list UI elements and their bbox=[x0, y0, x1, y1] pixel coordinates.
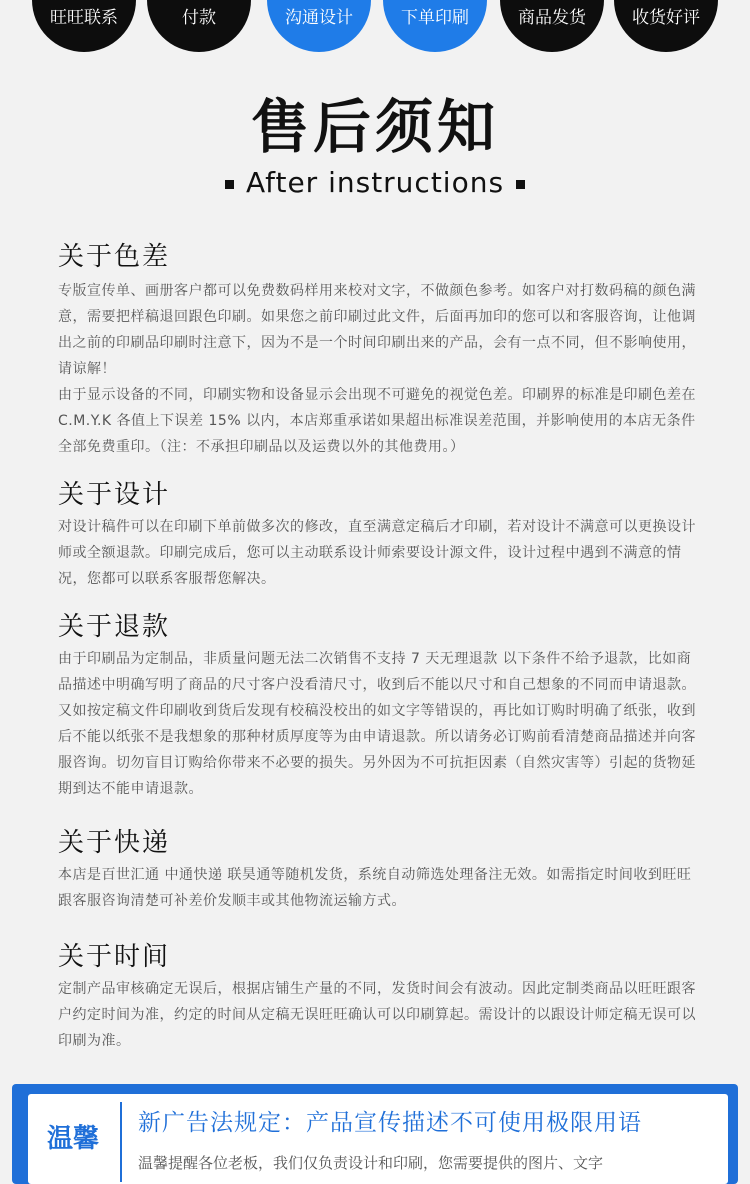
section-title: 关于快递 bbox=[58, 828, 171, 858]
section-title: 关于设计 bbox=[58, 480, 171, 510]
step-label: 收货好评 bbox=[632, 8, 700, 28]
step-wangwang-contact bbox=[32, 0, 136, 52]
step-print-order bbox=[383, 0, 487, 52]
notice-banner bbox=[12, 1084, 738, 1184]
section-design bbox=[58, 478, 698, 592]
step-label: 商品发货 bbox=[518, 8, 586, 28]
step-shipping bbox=[500, 0, 604, 52]
step-payment bbox=[147, 0, 251, 52]
section-color-difference bbox=[58, 240, 698, 460]
section-title: 关于色差 bbox=[58, 242, 171, 272]
section-paragraph: 定制产品审核确定无误后，根据店铺生产量的不同，发货时间会有波动。因此定制类商品以旺旺跟客户约定时间为准，约定的时间从定稿无误旺旺确认可以印刷算起。需设计的以跟设计师定稿无误可以印刷为准。 bbox=[58, 981, 696, 1049]
notice-divider bbox=[120, 1102, 122, 1182]
section-delivery bbox=[58, 826, 698, 914]
square-bullet-icon bbox=[516, 180, 525, 189]
page-title: 售后须知 bbox=[250, 93, 499, 161]
step-label: 沟通设计 bbox=[285, 8, 353, 28]
section-paragraph: 由于显示设备的不同，印刷实物和设备显示会出现不可避免的视觉色差。印刷界的标准是印刷色差在 C.M.Y.K 各值上下误差 15% 以内，本店郑重承诺如果超出标准误差范围，并影响使用的本店无条件全部免费重印。（注：不承担印刷品以及运费以外的其他费用。） bbox=[58, 387, 696, 455]
step-label: 付款 bbox=[182, 8, 216, 28]
section-title: 关于时间 bbox=[58, 942, 171, 972]
section-time bbox=[58, 940, 698, 1054]
notice-label: 温馨 bbox=[46, 1124, 99, 1154]
section-paragraph: 本店是百世汇通 中通快递 联昊通等随机发货，系统自动筛选处理备注无效。如需指定时间收到旺旺跟客服咨询清楚可补差价发顺丰或其他物流运输方式。 bbox=[58, 867, 692, 909]
page-subtitle-row bbox=[0, 165, 750, 201]
process-steps bbox=[0, 0, 750, 60]
section-paragraph: 对设计稿件可以在印刷下单前做多次的修改，直至满意定稿后才印刷，若对设计不满意可以更换设计师或全额退款。印刷完成后，您可以主动联系设计师索要设计源文件，设计过程中遇到不满意的情况，您都可以联系客服帮您解决。 bbox=[58, 519, 696, 587]
page-subtitle: After instructions bbox=[245, 166, 505, 199]
square-bullet-icon bbox=[225, 180, 234, 189]
section-paragraph: 由于印刷品为定制品，非质量问题无法二次销售不支持 7 天无理退款 以下条件不给予退款，比如商品描述中明确写明了商品的尺寸客户没看清尺寸，收到后不能以尺寸和自己想象的不同而申请退款。又如按定稿文件印刷收到货后发现有校稿没校出的如文字等错误的，再比如订购时明确了纸张，收到后不能以纸张不是我想象的那种材质厚度等为由申请退款。所以请务必订购前看清楚商品描述并向客服咨询。切勿盲目订购给你带来不必要的损失。另外因为不可抗拒因素（自然灾害等）引起的货物延期到达不能申请退款。 bbox=[58, 651, 696, 797]
notice-panel bbox=[28, 1094, 728, 1184]
section-refund bbox=[58, 610, 698, 802]
section-paragraph: 专版宣传单、画册客户都可以免费数码样用来校对文字，不做颜色参考。如客户对打数码稿的颜色满意，需要把样稿退回跟色印刷。如果您之前印刷过此文件，后面再加印的您可以和客服咨询，让他调出之前的印刷品印刷时注意下，因为不是一个时间印刷出来的产品，会有一点不同，但不影响使用，请谅解！ bbox=[58, 283, 696, 377]
step-review bbox=[614, 0, 718, 52]
notice-title: 新广告法规定：产品宣传描述不可使用极限用语 bbox=[138, 1110, 642, 1136]
step-label: 下单印刷 bbox=[401, 8, 469, 28]
section-title: 关于退款 bbox=[58, 612, 171, 642]
notice-text: 温馨提醒各位老板，我们仅负责设计和印刷，您需要提供的图片、文字 bbox=[138, 1154, 604, 1172]
step-label: 旺旺联系 bbox=[50, 8, 118, 28]
step-design bbox=[267, 0, 371, 52]
